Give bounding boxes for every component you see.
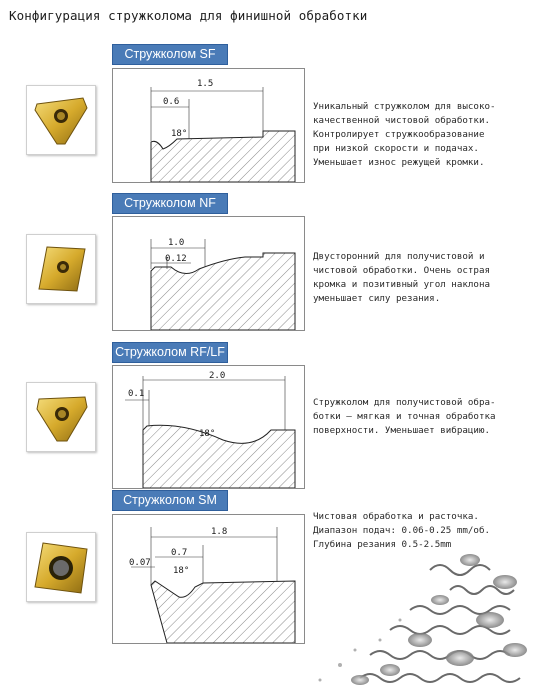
description-sf: Уникальный стружколом для высоко- качественной чистовой обработки. Контролирует стружкообразование при низкой скорости и подачах. Уменьшает износ режущей кромки.	[313, 101, 496, 168]
dim-overall-sm: 1.8	[211, 527, 228, 537]
tab-sf[interactable]: Стружколом SF	[112, 44, 228, 65]
dim-overall-rflf: 2.0	[209, 371, 226, 381]
dim-land-nf: 0.12	[165, 254, 187, 264]
insert-photo-sf	[26, 85, 96, 155]
page-title: Конфигурация стружколома для финишной обработки	[9, 8, 368, 23]
dim-angle-sm: 18°	[173, 566, 190, 576]
insert-photo-nf	[26, 234, 96, 304]
dim-overall-nf: 1.0	[168, 238, 185, 248]
chipbreaker-diagram-sf	[112, 68, 305, 183]
insert-photo-rflf	[26, 382, 96, 452]
rhombic-insert-icon	[27, 235, 95, 303]
trigon-insert-icon	[27, 383, 95, 451]
tab-rflf[interactable]: Стружколом RF/LF	[112, 342, 228, 363]
dim-middle-sm: 0.7	[171, 548, 188, 558]
dim-angle-sf: 18°	[171, 129, 188, 139]
metal-shavings-image	[300, 530, 540, 688]
description-sm: Чистовая обработка и расточка. Диапазон подач: 0.06-0.25 mm/об. Глубина резания 0.5-2.5mm	[313, 511, 491, 550]
tab-nf[interactable]: Стружколом NF	[112, 193, 228, 214]
dim-land-sm: 0.07	[129, 558, 151, 568]
chipbreaker-diagram-rflf	[112, 365, 305, 489]
description-rflf: Стружколом для получистовой обра- ботки – мягкая и точная обработка поверхности. Уменьшает вибрацию.	[313, 397, 496, 436]
trigon-insert-icon	[27, 86, 95, 154]
square-insert-icon	[27, 533, 95, 601]
dim-land-sf: 0.6	[163, 97, 180, 107]
dim-angle-rflf: 18°	[199, 429, 216, 439]
insert-photo-sm	[26, 532, 96, 602]
chipbreaker-diagram-sm	[112, 514, 305, 644]
dim-overall-sf: 1.5	[197, 79, 214, 89]
tab-sm[interactable]: Стружколом SM	[112, 490, 228, 511]
dim-land-rflf: 0.1	[128, 389, 145, 399]
chipbreaker-diagram-nf	[112, 216, 305, 331]
description-nf: Двусторонний для получистовой и чистовой обработки. Очень острая кромка и позитивный угол наклона уменьшает силу резания.	[313, 251, 491, 304]
